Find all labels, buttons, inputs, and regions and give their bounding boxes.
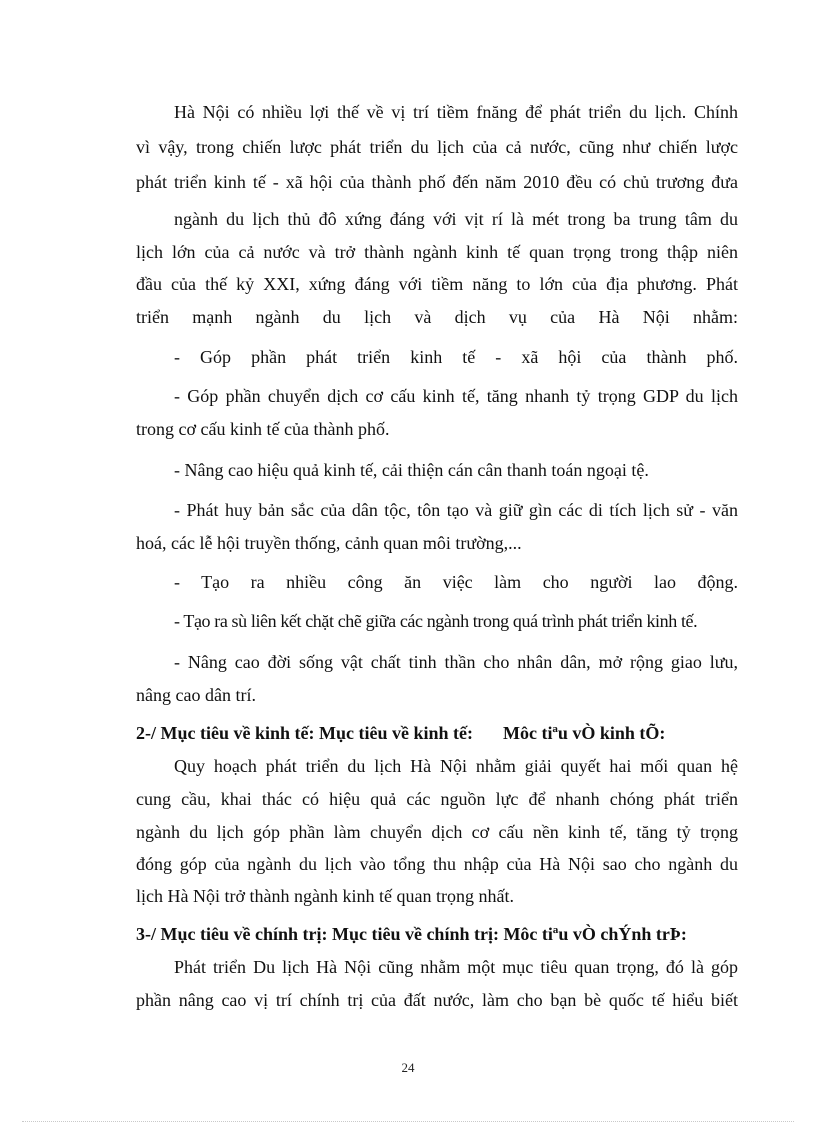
bullet-line: - Tạo ra sù liên kết chặt chẽ giữa các ngành trong quá trình phát triển kinh tế.	[174, 611, 698, 631]
heading-text-garbled: Môc tiªu vÒ kinh tÕ:	[502, 723, 666, 743]
bullet-line: nâng cao dân trí.	[136, 685, 256, 705]
paragraph-line: ngành du lịch thủ đô xứng đáng với vịt rí là mét trong ba trung tâm du	[174, 209, 738, 229]
paragraph-line: triển mạnh ngành du lịch và dịch vụ của Hà Nội nhằm:	[136, 307, 738, 327]
bullet-line: - Góp phần chuyển dịch cơ cấu kinh tế, tăng nhanh tỷ trọng GDP du lịch	[174, 386, 738, 406]
paragraph-line: vì vậy, trong chiến lược phát triển du lịch của cả nước, cũng như chiến lược	[136, 137, 738, 157]
page-number: 24	[401, 1060, 415, 1075]
bullet-line: - Nâng cao hiệu quả kinh tế, cải thiện cán cân thanh toán ngoại tệ.	[174, 460, 649, 480]
section-heading	[136, 721, 738, 745]
paragraph-line: lịch Hà Nội trở thành ngành kinh tế quan trọng nhất.	[136, 886, 514, 906]
paragraph-line: phần nâng cao vị trí chính trị của đất nước, làm cho bạn bè quốc tế hiểu biết	[136, 990, 738, 1010]
bullet-line: hoá, các lễ hội truyền thống, cảnh quan môi trường,...	[136, 533, 522, 553]
bullet-line: - Phát huy bản sắc của dân tộc, tôn tạo và giữ gìn các di tích lịch sử - văn	[174, 500, 738, 520]
page-border	[22, 1121, 794, 1122]
bullet-line: - Nâng cao đời sống vật chất tinh thần cho nhân dân, mở rộng giao lưu,	[174, 652, 738, 672]
bullet-line: - Tạo ra nhiều công ăn việc làm cho người lao động.	[174, 572, 738, 592]
paragraph-line: đóng góp của ngành du lịch vào tổng thu nhập của Hà Nội sao cho ngành du	[136, 854, 738, 874]
paragraph-line: Hà Nội có nhiều lợi thế về vị trí tiềm fnăng để phát triển du lịch. Chính	[174, 102, 738, 122]
paragraph-line: phát triển kinh tế - xã hội của thành phố đến năm 2010 đều có chủ trương đưa	[136, 172, 738, 192]
paragraph-line: đầu của thế kỷ XXI, xứng đáng với tiềm năng to lớn của địa phương. Phát	[136, 274, 738, 294]
bullet-line: - Góp phần phát triển kinh tế - xã hội của thành phố.	[174, 347, 738, 367]
bullet-line: trong cơ cấu kinh tế của thành phố.	[136, 419, 390, 439]
paragraph-line: Quy hoạch phát triển du lịch Hà Nội nhằm giải quyết hai mối quan hệ	[174, 756, 738, 776]
paragraph-line: cung cầu, khai thác có hiệu quả các nguồn lực để nhanh chóng phát triển	[136, 789, 738, 809]
paragraph-line: lịch lớn của cả nước và trở thành ngành kinh tế quan trọng trong thập niên	[136, 242, 738, 262]
paragraph-line: ngành du lịch góp phần làm chuyển dịch cơ cấu nền kinh tế, tăng tỷ trọng	[136, 822, 738, 842]
heading-text: 2-/ Mục tiêu về kinh tế: Mục tiêu về kinh tế:	[136, 723, 473, 743]
section-heading: 3-/ Mục tiêu về chính trị: Mục tiêu về chính trị: Môc tiªu vÒ chÝnh trÞ:	[136, 924, 687, 944]
paragraph-line: Phát triển Du lịch Hà Nội cũng nhằm một mục tiêu quan trọng, đó là góp	[174, 957, 738, 977]
